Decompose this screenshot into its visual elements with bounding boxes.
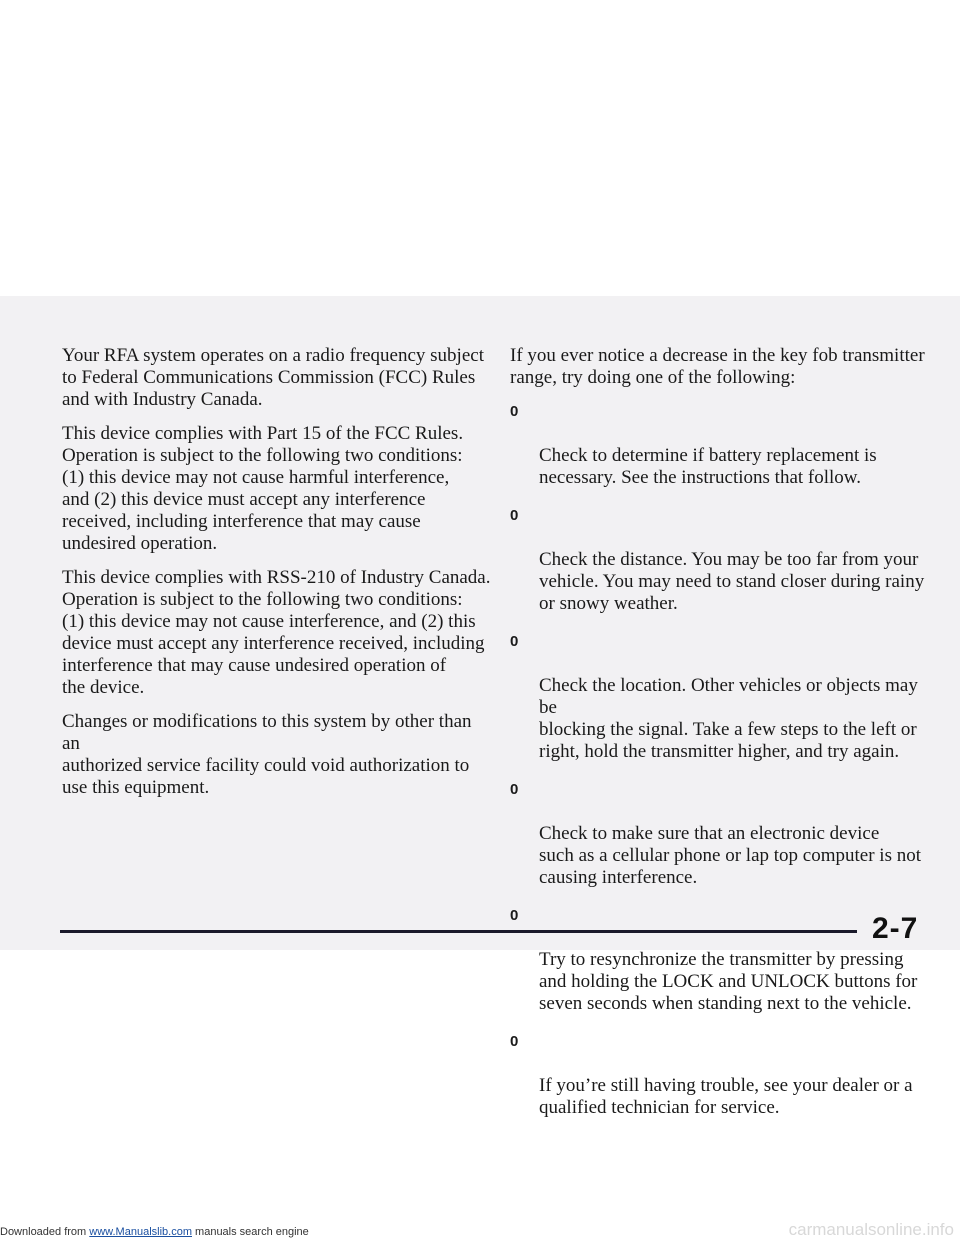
banner-prefix: Downloaded from <box>0 1226 90 1238</box>
list-item <box>510 631 940 763</box>
troubleshooting-list <box>510 401 940 1119</box>
left-column <box>62 345 492 811</box>
bullet-icon: 0 <box>510 507 519 524</box>
list-item-text: Try to resynchronize the transmitter by pressing and holding the LOCK and UNLOCK buttons for seven seconds when standing next to the vehicle. <box>539 949 918 1014</box>
bullet-icon: 0 <box>510 907 519 924</box>
right-column <box>510 345 940 1135</box>
page-number: 2-7 <box>872 912 919 945</box>
list-item-text: Check to determine if battery replacement is necessary. See the instructions that follow. <box>539 445 877 488</box>
list-item-text: Check the distance. You may be too far from your vehicle. You may need to stand closer during rainy or snowy weather. <box>539 549 925 614</box>
manualslib-link[interactable]: www.Manualslib.com <box>89 1226 192 1238</box>
list-item <box>510 505 940 615</box>
download-banner <box>0 1226 309 1238</box>
list-item-text: Check the location. Other vehicles or objects may be blocking the signal. Take a few steps to the left or right, hold the transmitter higher, and try again. <box>539 675 918 762</box>
bullet-icon: 0 <box>510 781 519 798</box>
paragraph-rss-compliance: This device complies with RSS-210 of Industry Canada. Operation is subject to the following two conditions: (1) this device may not cause interference, and (2) this device must accept any interference received, including interference that may cause undesired operation of the device. <box>62 567 491 698</box>
list-item <box>510 1031 940 1119</box>
banner-suffix: manuals search engine <box>191 1226 309 1238</box>
paragraph-fcc-compliance: This device complies with Part 15 of the FCC Rules. Operation is subject to the following two conditions: (1) this device may not cause harmful interference, and (2) this device must accept any interference received, including interference that may cause undesired operation. <box>62 423 464 554</box>
list-item-text: Check to make sure that an electronic device such as a cellular phone or lap top computer is not causing interference. <box>539 823 922 888</box>
list-item <box>510 401 940 489</box>
watermark: carmanualsonline.info <box>788 1220 954 1239</box>
bullet-icon: 0 <box>510 403 519 420</box>
paragraph-range-intro: If you ever notice a decrease in the key fob transmitter range, try doing one of the following: <box>510 345 925 388</box>
bullet-icon: 0 <box>510 633 519 650</box>
bullet-icon: 0 <box>510 1033 519 1050</box>
paragraph-modifications: Changes or modifications to this system by other than an authorized service facility could void authorization to use this equipment. <box>62 711 472 798</box>
footer-divider <box>60 930 857 933</box>
list-item <box>510 779 940 889</box>
list-item-text: If you’re still having trouble, see your dealer or a qualified technician for service. <box>539 1075 913 1118</box>
paragraph-rfa-frequency: Your RFA system operates on a radio frequency subject to Federal Communications Commission (FCC) Rules and with Industry Canada. <box>62 345 484 410</box>
